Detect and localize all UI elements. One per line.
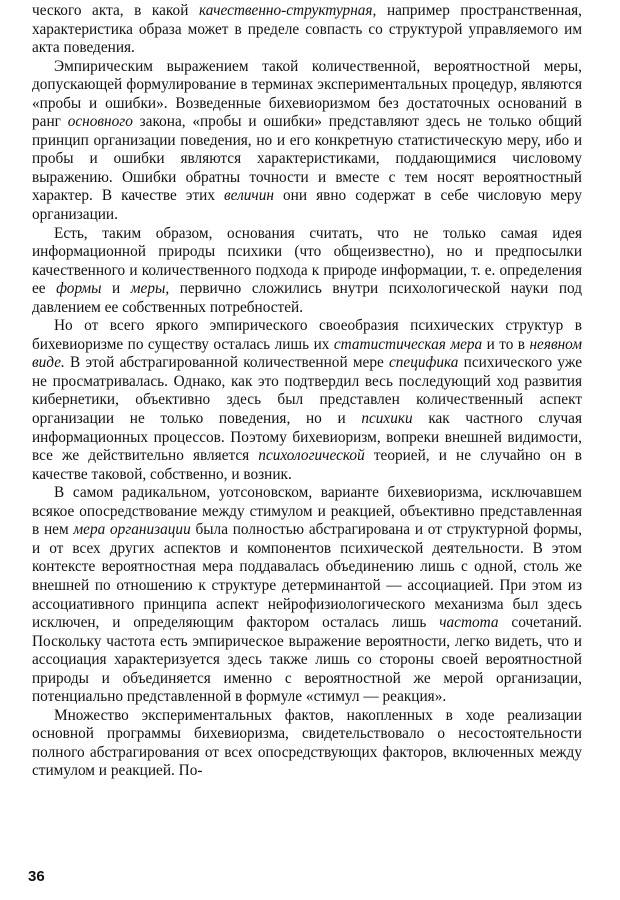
text-run: Есть, таким образом, основания считать, что не только самая идея информационной природы психики (что общеизвестно), но и предпосылки качественного и количественного подхода к природе информации, т. е. определения ее xyxy=(32,224,582,298)
text-run: была полностью абстрагирована и от структурной формы, и от всех других аспектов и компонентов психической деятельности. В этом контексте вероятностная мера поддавалась объединению лишь с одной, столь же внешней по отношению к структуре детерминантой — ассоциацией. При этом из ассоциативного принципа аспект нейрофизиологического механизма был здесь исключен, и определяющим фактором осталась лишь xyxy=(32,521,582,632)
paragraph xyxy=(32,225,582,318)
body-text xyxy=(32,2,582,781)
italic-run: специфика xyxy=(388,354,459,372)
text-run: например пространственная, характеристика образа может в пределе совпасть со структурой управляемого им акта поведения. xyxy=(32,2,582,57)
text-run: Множество экспериментальных фактов, накопленных в ходе реализации основной программы бихевиоризма, свидетельствовало о несостоятельности полного абстрагирования от всех опосредствующих факторов, включенных между стимулом и реакцией. По- xyxy=(32,706,582,780)
italic-run: качественно-структурная, xyxy=(198,2,377,19)
paragraph xyxy=(32,58,582,225)
italic-run: психологической xyxy=(258,447,365,465)
text-run: сочетаний. Поскольку частота есть эмпирическое выражение вероятности, легко видеть, что и ассоциация характеризуется здесь также лишь со стороны своей вероятностной природы и объединяется именно с вероятностной же мерой организации, потенциально представленной в формуле «стимул — реакция». xyxy=(32,614,582,706)
page-number: 36 xyxy=(28,868,45,885)
paragraph xyxy=(32,484,582,707)
italic-run: величин xyxy=(224,187,274,205)
paragraph xyxy=(32,2,582,58)
text-run: теорией, и не случайно он в качестве таковой, собственно, и возник. xyxy=(32,447,582,483)
italic-run: основного xyxy=(67,113,133,131)
paragraph xyxy=(32,707,582,781)
italic-run: меры, xyxy=(130,280,170,298)
italic-run: мера организации xyxy=(73,521,191,539)
text-run: Но от всего яркого эмпирического своеобразия психических структур в бихевиоризме по существу осталась лишь их xyxy=(32,317,582,353)
italic-run: психики xyxy=(361,410,413,428)
text-run: как частного случая информационных процессов. Поэтому бихевиоризм, вопреки внешней видимости, все же действительно является xyxy=(32,410,582,465)
italic-run: статистическая мера xyxy=(333,335,483,353)
italic-run: частота xyxy=(439,614,499,632)
text-run: ческого акта, в какой xyxy=(32,2,199,19)
text-run: В самом радикальном, уотсоновском, варианте бихевиоризма, исключавшем всякое опосредствование между стимулом и реакцией, объективно представленная в нем xyxy=(32,484,582,539)
text-run: они явно содержат в себе числовую меру организации. xyxy=(32,187,582,224)
text-run: психического уже не просматривалась. Однако, как это подтвердил весь последующий ход развития кибернетики, объективно здесь был представлен количественный аспект организации не только поведения, но и xyxy=(32,354,582,428)
text-run: и то в xyxy=(482,335,530,353)
italic-run: формы xyxy=(56,280,102,298)
text-run: первично сложились внутри психологической науки под давлением ее собственных потребностей. xyxy=(32,280,583,316)
text-run: закона, «пробы и ошибки» представляют здесь не только общий принцип организации поведения, но и его конкретную статистическую меру, ибо и пробы и ошибки являются характеристиками, поддающимися числовому выражению. Ошибки обратны точности и вместе с тем носят вероятностный характер. В качестве этих xyxy=(32,113,582,205)
text-run: и xyxy=(101,280,131,298)
text-run: Эмпирическим выражением такой количественной, вероятностной меры, допускающей формулирование в терминах экспериментальных процедур, являются «пробы и ошибки». Возведенные бихевиоризмом без достаточных оснований в ранг xyxy=(32,57,582,131)
paragraph xyxy=(32,317,582,484)
italic-run: неявном виде. xyxy=(32,335,583,372)
text-run: В этой абстрагированной количественной мере xyxy=(64,354,389,372)
